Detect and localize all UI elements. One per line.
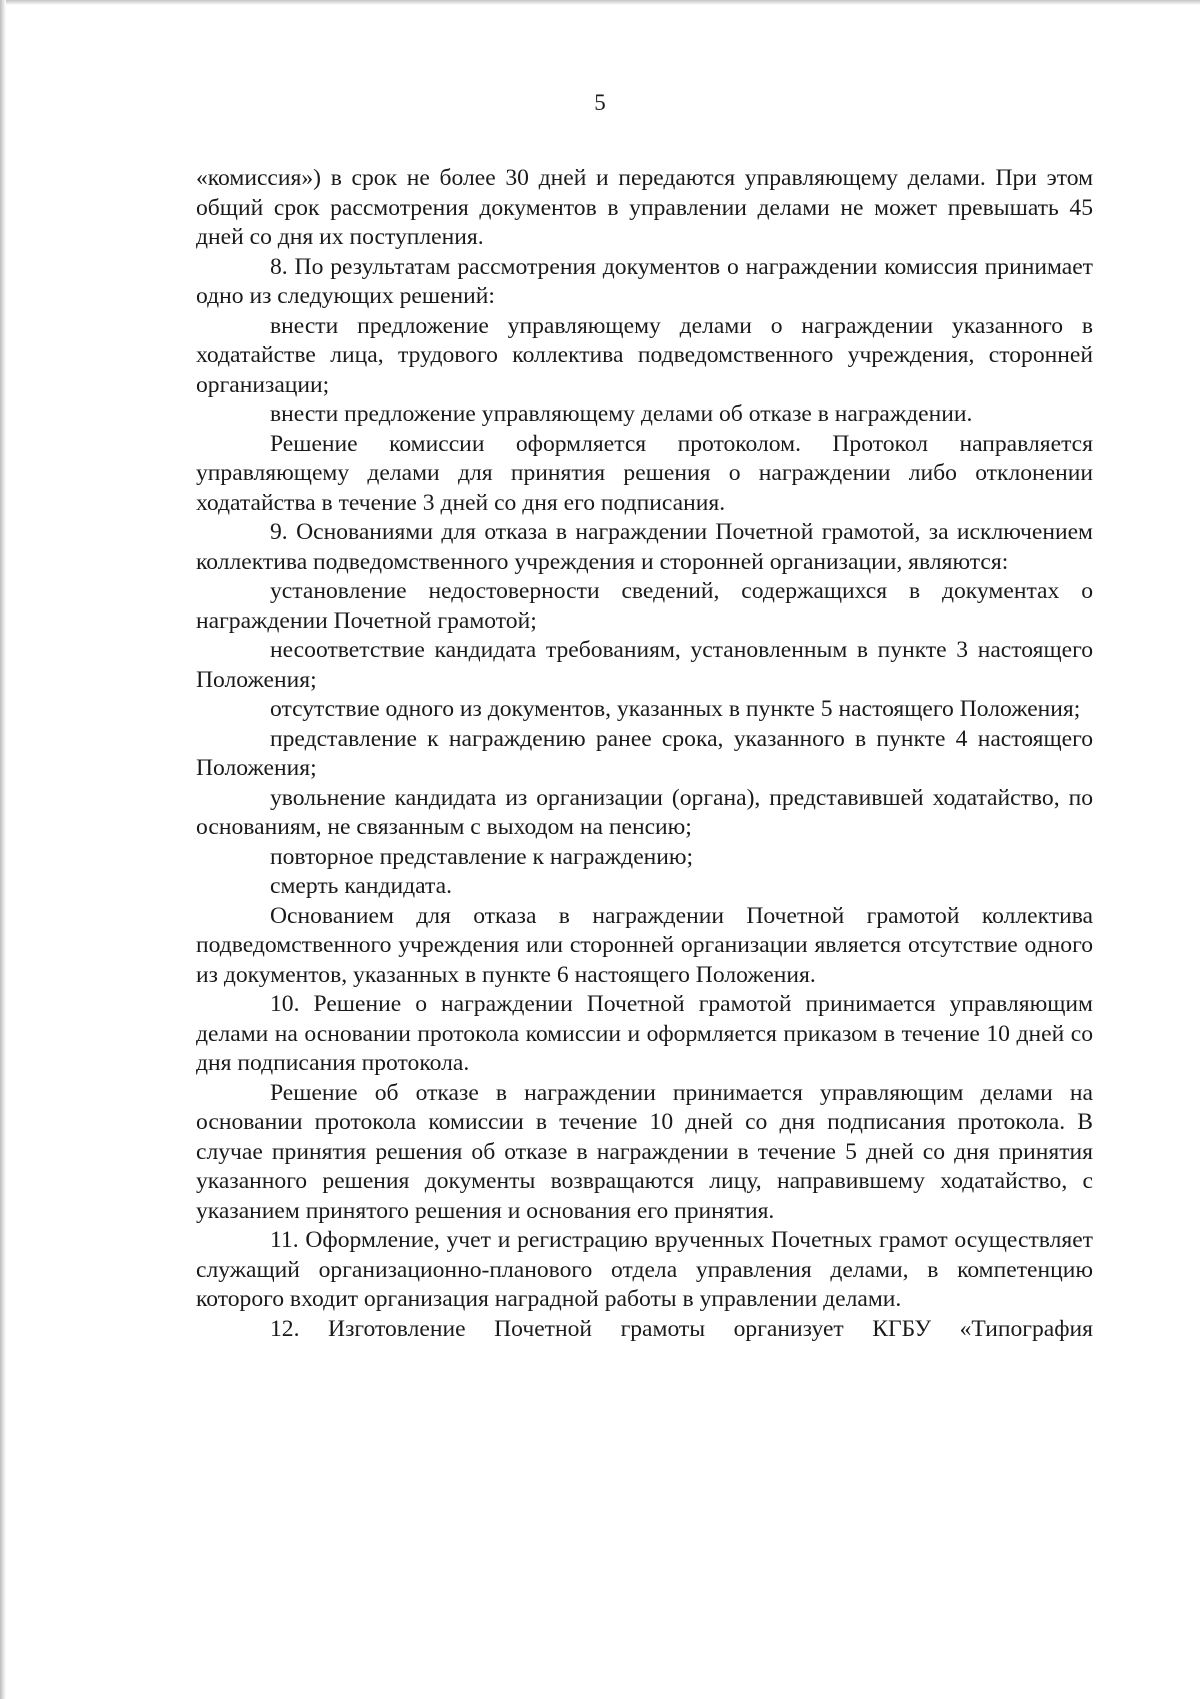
paragraph: 9. Основаниями для отказа в награждении Почетной грамотой, за исключением коллектива подведомственного учреждения и сторонней организации, являются: [196,519,1093,575]
paragraph: увольнение кандидата из организации (органа), представившей ходатайство, по основаниям, не связанным с выходом на пенсию; [196,784,1093,840]
scan-edge-left [0,0,6,1699]
paragraph: отсутствие одного из документов, указанных в пункте 5 настоящего Положения; [270,696,1081,722]
paragraph: 11. Оформление, учет и регистрацию врученных Почетных грамот осуществляет служащий организационно-планового отдела управления делами, в компетенцию которого входит организация наградной работы в управлении делами. [196,1227,1093,1312]
paragraph: 8. По результатам рассмотрения документов о награждении комиссия принимает одно из следующих решений: [196,253,1093,309]
paragraph: Решение об отказе в награждении принимается управляющим делами на основании протокола комиссии в течение 10 дней со дня подписания протокола. В случае принятия решения об отказе в награждении в течение 5 дней со дня принятия указанного решения документы возвращаются лицу, направившему ходатайство, с указанием принятого решения и основания его принятия. [196,1079,1093,1224]
paragraph: 12. Изготовление Почетной грамоты организует КГБУ «Типография [270,1315,1093,1342]
paragraph: представление к награждению ранее срока, указанного в пункте 4 настоящего Положения; [196,725,1093,781]
paragraph: установление недостоверности сведений, содержащихся в документах о награждении Почетной грамотой; [196,578,1093,634]
page-number: 5 [594,90,606,115]
paragraph: смерть кандидата. [270,873,452,899]
paragraph: 10. Решение о награждении Почетной грамотой принимается управляющим делами на основании протокола комиссии и оформляется приказом в течение 10 дней со дня подписания протокола. [196,991,1093,1076]
paragraph: Решение комиссии оформляется протоколом. Протокол направляется управляющему делами для принятия решения о награждении либо отклонении ходатайства в течение 3 дней со дня его подписания. [196,430,1093,516]
paragraph: несоответствие кандидата требованиям, установленным в пункте 3 настоящего Положения; [196,637,1093,693]
paragraph: повторное представление к награждению; [270,843,694,870]
paragraph: внести предложение управляющему делами о награждении указанного в ходатайстве лица, трудового коллектива подведомственного учреждения, сторонней организации; [196,312,1093,398]
paragraph: Основанием для отказа в награждении Почетной грамотой коллектива подведомственного учреждения или сторонней организации является отсутствие одного из документов, указанных в пункте 6 настоящего Положения. [196,902,1093,988]
scan-edge-top [0,0,1200,5]
paragraph: внести предложение управляющему делами об отказе в награждении. [270,401,973,427]
paragraph: «комиссия») в срок не более 30 дней и передаются управляющему делами. При этом общий срок рассмотрения документов в управлении делами не может превышать 45 дней со дня их поступления. [196,165,1093,250]
document-body [196,164,1093,1344]
